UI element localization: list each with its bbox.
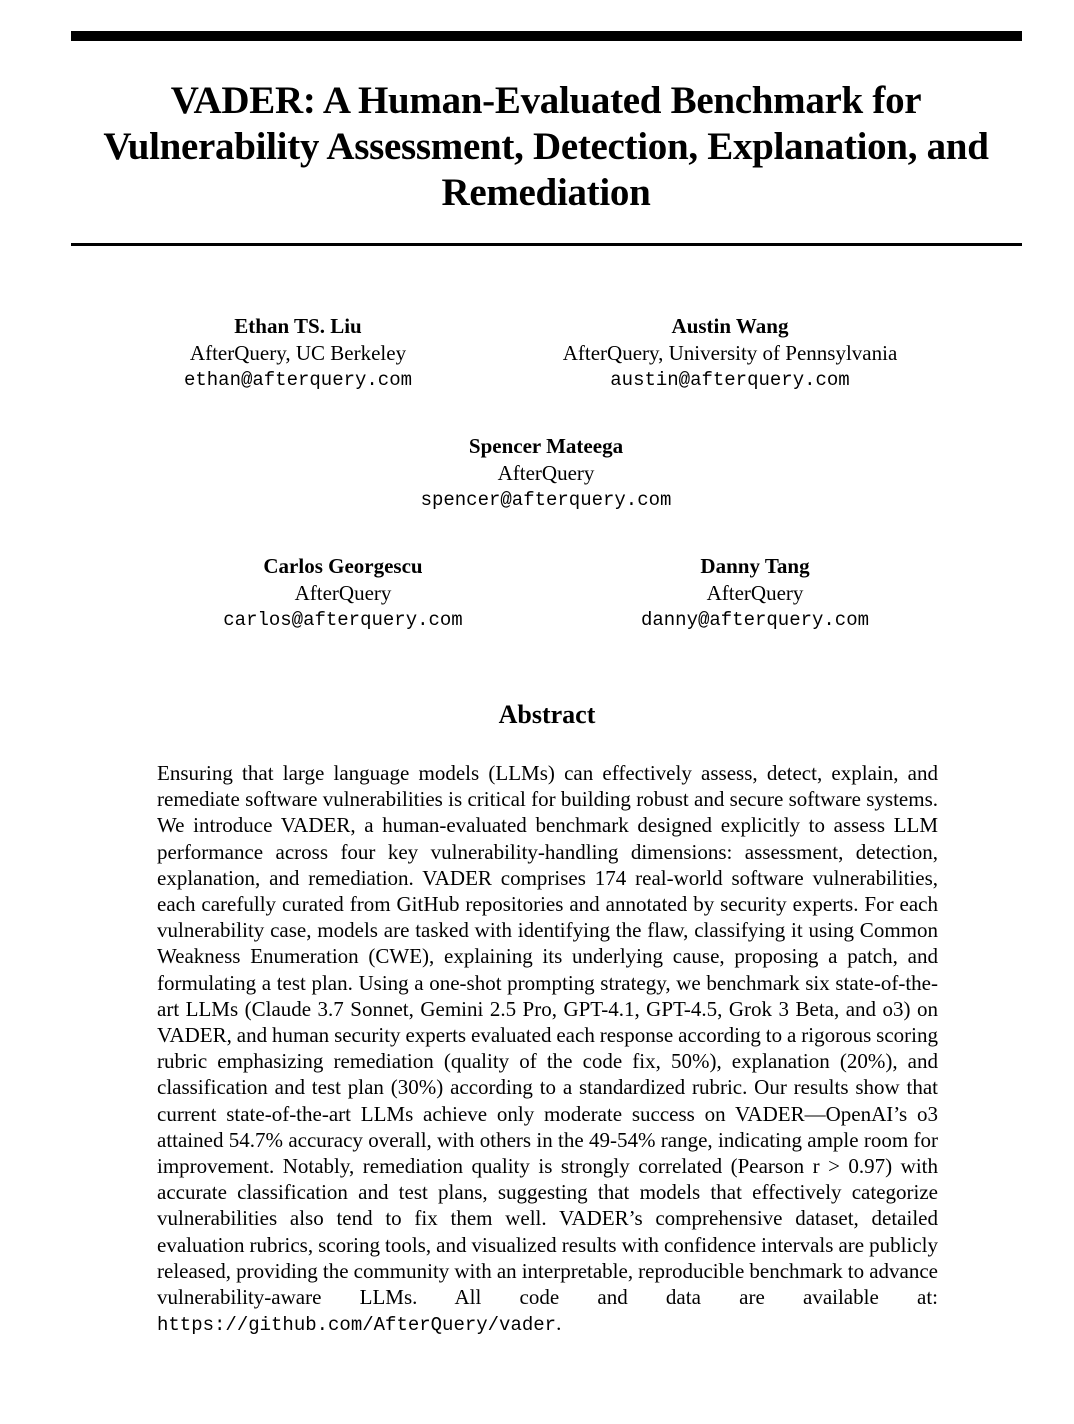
author-block-1 [88, 313, 508, 394]
author-name: Spencer Mateega [468, 434, 624, 458]
author-block-4 [133, 553, 553, 634]
author-name: Austin Wang [671, 314, 789, 338]
author-affiliation: AfterQuery, University of Pennsylvania [562, 341, 898, 365]
title-top-rule [71, 31, 1022, 41]
author-email[interactable]: spencer@afterquery.com [420, 489, 672, 511]
author-affiliation: AfterQuery [706, 581, 804, 605]
paper-title [40, 78, 1052, 216]
author-block-2 [520, 313, 940, 394]
abstract-end: . [556, 1311, 562, 1336]
author-email[interactable]: danny@afterquery.com [640, 609, 870, 631]
title-line-3: Remediation [441, 171, 651, 214]
author-affiliation: AfterQuery, UC Berkeley [189, 341, 407, 365]
author-name: Ethan TS. Liu [234, 314, 362, 338]
author-name: Danny Tang [700, 554, 810, 578]
title-line-1: VADER: A Human-Evaluated Benchmark for [170, 79, 922, 122]
abstract-body-text: Ensuring that large language models (LLMs) can effectively assess, detect, explain, and remediate software vulnerabilities is critical for building robust and secure software systems. We introduce VADER, a human-evaluated benchmark designed explicitly to assess LLM performance across four key vulnerability-handling dimensions: assessment, detection, explanation, and remediation. VADER comprises 174 real-world software vulnerabilities, each carefully curated from GitHub repositories and annotated by security experts. For each vulnerability case, models are tasked with identifying the flaw, classifying it using Common Weakness Enumeration (CWE), explaining its underlying cause, proposing a patch, and formulating a test plan. Using a one-shot prompting strategy, we benchmark six state-of-the-art LLMs (Claude 3.7 Sonnet, Gemini 2.5 Pro, GPT-4.1, GPT-4.5, Grok 3 Beta, and o3) on VADER, and human security experts evaluated each response according to a rigorous scoring rubric emphasizing remediation (quality of the code fix, 50%), explanation (20%), and classification and test plan (30%) according to a standardized rubric. Our results show that current state-of-the-art LLMs achieve only moderate success on VADER—OpenAI’s o3 attained 54.7% accuracy overall, with others in the 49-54% range, indicating ample room for improvement. Notably, remediation quality is strongly correlated (Pearson r > 0.97) with accurate classification and test plans, suggesting that models that effectively categorize vulnerabilities also tend to fix them well. VADER’s comprehensive dataset, detailed evaluation rubrics, scoring tools, and visualized results with confidence intervals are publicly released, providing the community with an interpretable, reproducible benchmark to advance vulnerability-aware LLMs. All code and data are available at: [157, 761, 938, 1310]
author-name: Carlos Georgescu [263, 554, 423, 578]
code-url-link[interactable]: https://github.com/AfterQuery/vader [157, 1314, 557, 1337]
author-block-5 [545, 553, 965, 634]
author-affiliation: AfterQuery [294, 581, 392, 605]
author-affiliation: AfterQuery [497, 461, 595, 485]
author-email[interactable]: austin@afterquery.com [610, 369, 850, 391]
abstract-text [157, 760, 938, 1338]
title-bottom-rule [71, 243, 1022, 246]
abstract-heading: Abstract [498, 700, 596, 729]
author-email[interactable]: carlos@afterquery.com [223, 609, 463, 631]
title-line-2: Vulnerability Assessment, Detection, Explanation, and [103, 125, 989, 168]
author-email[interactable]: ethan@afterquery.com [183, 369, 413, 391]
author-block-3 [336, 433, 756, 514]
